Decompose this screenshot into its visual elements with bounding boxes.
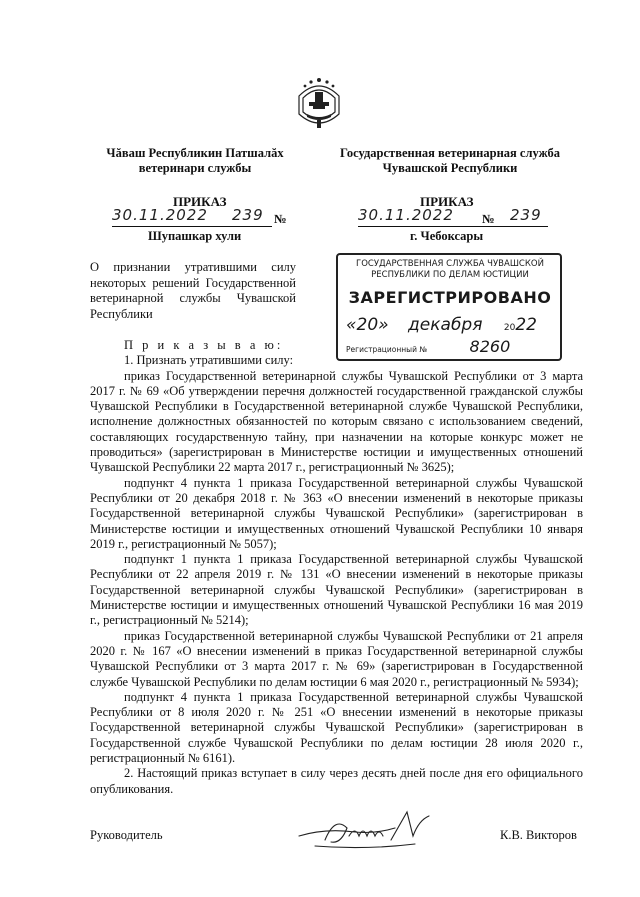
left-date-underline <box>112 226 272 227</box>
doc-type-right: ПРИКАЗ <box>420 194 474 209</box>
stamp-year-suffix: 22 <box>515 315 537 335</box>
left-number-sign: № <box>274 212 287 226</box>
stamp-org <box>344 259 556 281</box>
stamp-day: 20 <box>356 315 379 335</box>
order-paragraph: подпункт 1 пункта 1 приказа Государственной ветеринарной службы Чувашской Республики от 22 апреля 2019 г. № 131 «О внесении изменений в некоторые приказы Государственной ветеринарной службы Чувашской Республики» (зарегистрирован в Министерстве юстиции и имущественных отношений Чувашской Республики 16 мая 2019 г., регистрационный № 5214); <box>90 552 583 628</box>
org-name-russian <box>330 146 570 176</box>
org-name-chuvash-line1: Чăваш Республикин Патшалăх <box>106 146 284 160</box>
order-paragraph: 2. Настоящий приказ вступает в силу через десять дней после дня его официального опубликования. <box>90 766 583 796</box>
right-date-underline <box>358 226 548 227</box>
order-paragraph: приказ Государственной ветеринарной службы Чувашской Республики от 21 апреля 2020 г. № 167 «О внесении изменений в приказ Государственной ветеринарной службы Чувашской Республики от 3 марта 2017 г. № 69» (зарегистрирован в Государственной службе Чувашской Республики по делам юстиции 6 мая 2020 г., регистрационный № 5934); <box>90 628 583 689</box>
stamp-month: декабря <box>408 315 483 335</box>
right-number: 239 <box>510 206 542 224</box>
order-paragraph: подпункт 4 пункта 1 приказа Государственной ветеринарной службы Чувашской Республики от 8 июля 2020 г. № 251 «О внесении изменений в некоторые приказы Государственной ветеринарной службы Чувашской Республики» (зарегистрирован в Государственной службе Чувашской Республики по делам юстиции 28 июля 2020 г., регистрационный № 6161). <box>90 689 583 766</box>
right-date: 30.11.2022 <box>358 206 454 224</box>
right-city: г. Чебоксары <box>410 229 484 243</box>
order-paragraph: 1. Признать утратившими силу: <box>124 353 294 368</box>
org-name-russian-line2: Чувашской Республики <box>382 161 518 175</box>
order-paragraph: приказ Государственной ветеринарной службы Чувашской Республики от 3 марта 2017 г. № 69 «Об утверждении перечня должностей государственной гражданской службы Чувашской Республики в Государственной ветеринарной службе Чувашской Республики, исполнение должностных обязанностей по которым связано с использованием сведений, составляющих государственную тайну, при назначении на которые конкурс может не проводиться» (зарегистрирован в Министерстве юстиции и имущественных отношений Чувашской Республики 22 марта 2017 г., регистрационный № 3625); <box>90 368 583 475</box>
order-intro: П р и к а з ы в а ю: <box>124 338 284 352</box>
stamp-org-line2: РЕСПУБЛИКИ ПО ДЕЛАМ ЮСТИЦИИ <box>371 270 529 280</box>
left-city: Шупашкар хули <box>148 229 242 243</box>
signatory-role: Руководитель <box>90 828 163 842</box>
right-number-sign: № <box>482 212 495 226</box>
coat-of-arms-icon <box>291 74 347 134</box>
order-paragraph: подпункт 4 пункта 1 приказа Государственной ветеринарной службы Чувашской Республики от 20 декабря 2018 г. № 363 «О внесении изменений в некоторые приказы Государственной ветеринарной службы Чувашской Республики» (зарегистрирован в Министерстве юстиции и имущественных отношений Чувашской Республики 10 января 2019 г., регистрационный № 5057); <box>90 475 583 551</box>
org-name-chuvash <box>95 146 295 176</box>
left-number: 239 <box>232 206 264 224</box>
left-date: 30.11.2022 <box>112 206 208 224</box>
order-subject: О признании утратившими силу некоторых решений Государственной ветеринарной службы Чувашской Республики <box>90 260 296 321</box>
stamp-org-line1: ГОСУДАРСТВЕННАЯ СЛУЖБА ЧУВАШСКОЙ <box>356 259 544 269</box>
handwritten-signature <box>295 806 435 858</box>
stamp-date: «20» декабря 2022 <box>346 315 537 335</box>
stamp-title: ЗАРЕГИСТРИРОВАНО <box>348 288 552 307</box>
org-name-russian-line1: Государственная ветеринарная служба <box>340 146 560 160</box>
org-name-chuvash-line2: ветеринари службы <box>138 161 252 175</box>
stamp-reg-number: 8260 <box>469 337 511 356</box>
stamp-year-prefix: 20 <box>503 323 516 333</box>
order-body <box>90 338 583 797</box>
doc-type-left: ПРИКАЗ <box>173 194 227 209</box>
stamp-reg-label: Регистрационный № <box>346 345 428 354</box>
signatory-name: К.В. Викторов <box>500 828 577 842</box>
